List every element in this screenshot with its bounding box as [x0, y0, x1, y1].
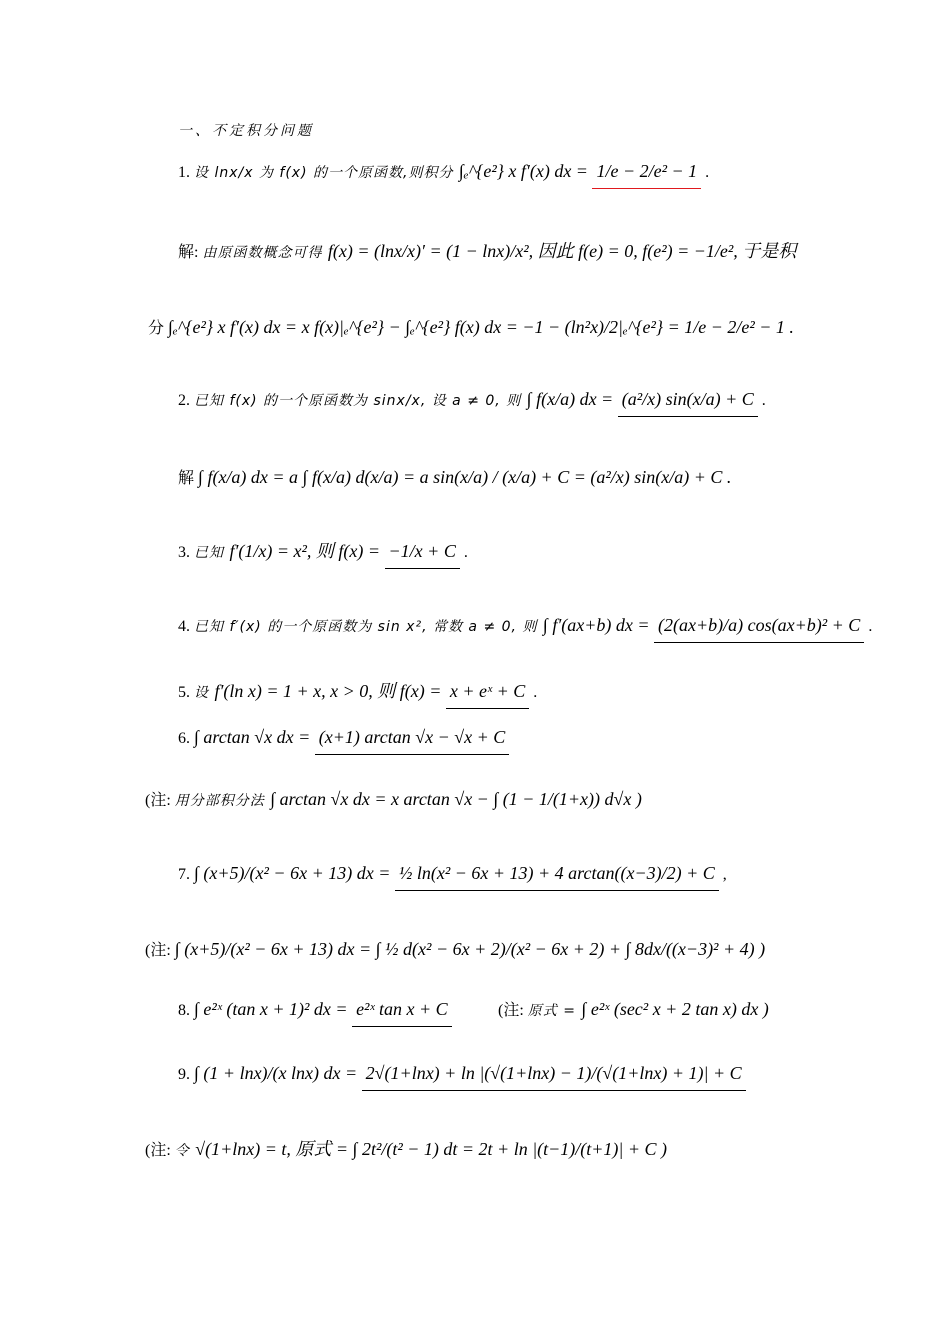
num-s1b: 分	[148, 320, 169, 337]
math-p6: ∫ arctan √x dx =	[194, 727, 315, 747]
section-heading: 一、不定积分问题	[178, 123, 314, 139]
math-p7: ∫ (x+5)/(x² − 6x + 13) dx =	[194, 863, 395, 883]
line-p3	[178, 540, 468, 569]
line-p6	[178, 726, 509, 755]
math-p5: f′(ln x) = 1 + x, x > 0, 则 f(x) =	[214, 681, 446, 701]
line-n8	[498, 998, 769, 1022]
cn-p4: 已知 f′(x) 的一个原函数为 sin x², 常数 a ≠ 0, 则	[194, 619, 543, 635]
line-p4	[178, 614, 872, 643]
math-n9: √(1+lnx) = t, 原式 = ∫ 2t²/(t² − 1) dt = 2t + ln |(t−1)/(t+1)| + C )	[195, 1139, 668, 1159]
num-n9: (注:	[145, 1142, 175, 1159]
cn-n6: 用分部积分法	[174, 793, 271, 809]
math-p9: ∫ (1 + lnx)/(x lnx) dx =	[194, 1063, 362, 1083]
math-n7: ∫ (x+5)/(x² − 6x + 13) dx = ∫ ½ d(x² − 6x + 2)/(x² − 6x + 2) + ∫ 8dx/((x−3)² + 4) )	[174, 939, 766, 959]
answer-p2: (a²/x) sin(x/a) + C	[618, 388, 758, 417]
line-s2	[178, 466, 731, 490]
line-p8	[178, 998, 452, 1027]
line-p9	[178, 1062, 746, 1091]
tail-p4: .	[864, 618, 873, 635]
answer-p5: x + eˣ + C	[446, 680, 529, 709]
tail-p1: .	[701, 164, 710, 181]
math-p3: f′(1/x) = x², 则 f(x) =	[229, 541, 385, 561]
num-p7: 7.	[178, 866, 194, 883]
num-s1a: 解:	[178, 244, 203, 261]
math-n8: ∫ e²ˣ (sec² x + 2 tan x) dx )	[581, 999, 769, 1019]
num-p5: 5.	[178, 684, 194, 701]
tail-p3: .	[459, 544, 468, 561]
line-n9	[145, 1138, 667, 1162]
math-p8: ∫ e²ˣ (tan x + 1)² dx =	[194, 999, 353, 1019]
math-s1b: ∫ₑ^{e²} x f′(x) dx = x f(x)|ₑ^{e²} − ∫ₑ^{e²} f(x) dx = −1 − (ln²x)/2|ₑ^{e²} = 1/e − 2/e² − 1 .	[168, 317, 794, 337]
answer-p9: 2√(1+lnx) + ln |(√(1+lnx) − 1)/(√(1+lnx) + 1)| + C	[362, 1062, 746, 1091]
cn-p2: 已知 f(x) 的一个原函数为 sinx/x, 设 a ≠ 0, 则	[194, 393, 527, 409]
num-p8: 8.	[178, 1002, 194, 1019]
line-n7	[145, 938, 765, 962]
tail-p2: .	[757, 392, 766, 409]
line-p5	[178, 680, 537, 709]
answer-p1: 1/e − 2/e² − 1	[592, 160, 701, 189]
line-s1b	[148, 316, 794, 340]
tail-p5: .	[529, 684, 538, 701]
cn-s1a: 由原函数概念可得	[202, 245, 328, 261]
num-n7: (注:	[145, 942, 175, 959]
line-n6	[145, 788, 642, 812]
num-p1: 1.	[178, 164, 194, 181]
num-p3: 3.	[178, 544, 194, 561]
line-p1	[178, 160, 709, 189]
num-n6: (注:	[145, 792, 175, 809]
cn-n9: 令	[174, 1143, 196, 1159]
num-p9: 9.	[178, 1066, 194, 1083]
math-n6: ∫ arctan √x dx = x arctan √x − ∫ (1 − 1/(1+x)) d√x )	[270, 789, 642, 809]
tail-p7: ,	[718, 866, 727, 883]
math-s1a: f(x) = (lnx/x)′ = (1 − lnx)/x², 因此 f(e) = 0, f(e²) = −1/e², 于是积	[327, 241, 797, 261]
cn-p5: 设	[194, 685, 215, 701]
num-p4: 4.	[178, 618, 194, 635]
answer-p6: (x+1) arctan √x − √x + C	[315, 726, 510, 755]
answer-p8: e²ˣ tan x + C	[352, 998, 452, 1027]
cn-p3: 已知	[194, 545, 230, 561]
math-p2: ∫ f(x/a) dx =	[526, 389, 618, 409]
num-s2: 解	[178, 470, 199, 487]
num-p6: 6.	[178, 730, 194, 747]
answer-p4: (2(ax+b)/a) cos(ax+b)² + C	[654, 614, 864, 643]
cn-n8: 原式 =	[527, 1003, 582, 1019]
line-s1a	[178, 240, 796, 264]
line-p2	[178, 388, 766, 417]
math-s2: ∫ f(x/a) dx = a ∫ f(x/a) d(x/a) = a sin(x/a) / (x/a) + C = (a²/x) sin(x/a) + C .	[198, 467, 732, 487]
line-p7	[178, 862, 727, 891]
answer-p7: ½ ln(x² − 6x + 13) + 4 arctan((x−3)/2) + C	[395, 862, 719, 891]
cn-p1: 设 lnx/x 为 f(x) 的一个原函数,则积分	[194, 165, 459, 181]
answer-p3: −1/x + C	[385, 540, 460, 569]
num-n8: (注:	[498, 1002, 528, 1019]
num-p2: 2.	[178, 392, 194, 409]
math-p1: ∫ₑ^{e²} x f′(x) dx =	[458, 161, 593, 181]
math-p4: ∫ f′(ax+b) dx =	[542, 615, 655, 635]
